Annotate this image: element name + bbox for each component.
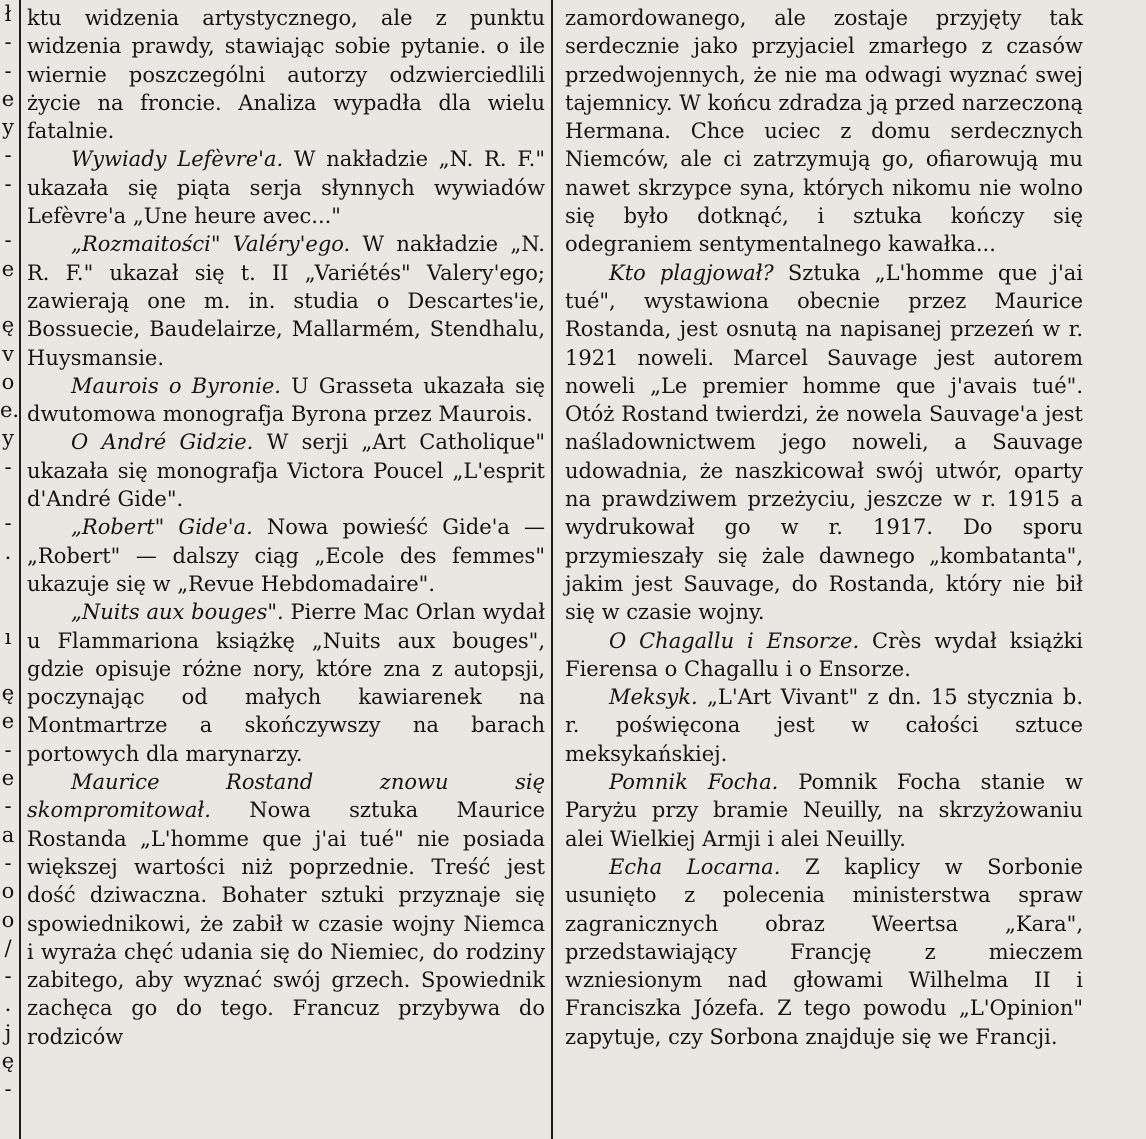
left-column <box>27 4 545 1051</box>
article-text: Z kaplicy w Sorbonie usunięto z polecenia ministerstwa spraw zagranicznych obraz Weertsa „Kara", przedstawiający Francję z mieczem wzniesionym nad głowami Wilhelma II i Franciszka Józefa. Z tego powodu „L'Opinion" zapytuje, czy Sorbona znajduje się we Francji. <box>565 854 1083 1049</box>
article-text: W serji „Art Catholique" ukazała się monografja Victora Poucel „L'esprit d'André Gide". <box>27 430 545 512</box>
margin-fragment: e <box>1 709 15 734</box>
article-text: U Grasseta ukazała się dwutomowa monografja Byrona przez Maurois. <box>27 373 545 427</box>
article-heading: Echa Locarna. <box>609 854 781 879</box>
margin-fragment <box>0 566 16 594</box>
article-paragraph <box>565 4 1083 259</box>
margin-fragment: e <box>1 766 15 791</box>
margin-fragment <box>0 481 16 509</box>
margin-fragment: o <box>1 879 15 904</box>
margin-fragment: - <box>4 964 12 989</box>
article-heading: Maurice Rostand znowu się skompromitował. <box>27 770 545 823</box>
article-paragraph <box>27 145 545 230</box>
margin-fragment: / <box>4 935 12 960</box>
margin-fragment: - <box>4 737 12 762</box>
article-paragraph <box>27 598 545 768</box>
margin-fragment: ę <box>1 1048 15 1073</box>
margin-fragment: ł <box>4 2 12 26</box>
margin-fragment: j <box>4 1020 12 1045</box>
article-paragraph <box>27 768 545 1051</box>
margin-fragment: - <box>4 228 12 253</box>
article-heading: Wywiady Lefèvre'a. <box>71 147 284 172</box>
margin-fragment: o <box>1 369 15 394</box>
margin-fragment: e <box>1 86 15 111</box>
left-margin-fragments <box>0 0 20 1139</box>
margin-fragment: a <box>1 822 15 847</box>
article-paragraph <box>565 853 1083 1051</box>
article-paragraph <box>27 428 545 513</box>
margin-fragment <box>0 283 16 311</box>
right-column <box>565 4 1083 1051</box>
margin-fragment: v <box>2 341 14 366</box>
article-heading: Kto plagjował? <box>609 260 774 285</box>
margin-fragment: - <box>4 794 12 819</box>
article-heading: „Rozmaitości" Valéry'ego. <box>71 232 351 257</box>
margin-fragment: o <box>1 907 15 932</box>
margin-fragment: - <box>4 850 12 875</box>
margin-fragment <box>0 651 16 679</box>
article-paragraph <box>27 513 545 598</box>
margin-fragment: ę <box>1 313 15 338</box>
margin-fragment: e <box>1 256 15 281</box>
margin-fragment: ı <box>4 624 12 649</box>
margin-fragment: ę <box>1 681 15 706</box>
article-heading: Meksyk. <box>609 685 698 710</box>
column-rule-left <box>19 0 21 1139</box>
margin-fragment: y <box>2 426 14 451</box>
article-heading: „Robert" Gide'a. <box>71 515 253 540</box>
margin-fragment: . <box>4 539 12 564</box>
margin-fragment: - <box>4 454 12 479</box>
column-rule-center <box>551 0 553 1139</box>
margin-fragment <box>0 198 16 226</box>
article-text: ktu widzenia artystycznego, ale z punktu widzenia prawdy, stawiając sobie pytanie. o ile wiernie poszczególni autorzy odzwierciedlili życie na froncie. Analiza wypadła dla wielu fatalnie. <box>27 6 545 144</box>
article-heading: O Chagallu i Ensorze. <box>609 628 860 653</box>
margin-fragment: . <box>4 992 12 1017</box>
article-text: Pierre Mac Orlan wydał u Flammariona książkę „Nuits aux bouges", gdzie opisuje różne nory, które zna z autopsji, poczynając od małych kawiarenek na Montmartrze a skończywszy na barach portowych dla marynarzy. <box>27 600 546 766</box>
article-text: W nakładzie „N. R. F." ukazał się t. II „Variétés" Valery'ego; zawierają one m. in. studia o Descartes'ie, Bossuecie, Baudelairze, Mallarmém, Stendhalu, Huysmansie. <box>27 232 545 370</box>
margin-fragment: - <box>4 511 12 536</box>
article-paragraph <box>27 230 545 371</box>
margin-fragment: e. <box>0 398 20 423</box>
article-text: W nakładzie „N. R. F." ukazała się piąta serja słynnych wywiadów Lefèvre'a „Une heure avec..." <box>27 147 545 229</box>
article-heading: O André Gidzie. <box>71 430 254 455</box>
article-text: Nowa powieść Gide'a — „Robert" — dalszy ciąg „Ecole des femmes" ukazuje się w „Revue Hebdomadaire". <box>27 515 546 596</box>
margin-fragment: - <box>4 1077 12 1102</box>
article-heading: „Nuits aux bouges". <box>71 600 284 625</box>
article-text: Crès wydał książki Fierensa o Chagallu i o Ensorze. <box>565 628 1083 681</box>
article-paragraph <box>565 627 1083 684</box>
margin-fragment: - <box>4 30 12 55</box>
margin-fragment <box>0 594 16 622</box>
article-text: Pomnik Focha stanie w Paryżu przy bramie Neuilly, na skrzyżowaniu alei Wielkiej Armji i alei Neuilly. <box>565 770 1083 851</box>
margin-fragment: - <box>4 58 12 83</box>
margin-fragment: y <box>2 115 14 140</box>
article-paragraph <box>565 683 1083 768</box>
article-paragraph <box>27 4 545 145</box>
article-text: „L'Art Vivant" z dn. 15 stycznia b. r. poświęcona jest w całości sztuce meksykańskiej. <box>565 685 1083 766</box>
margin-fragment: - <box>4 143 12 168</box>
margin-fragment: - <box>4 171 12 196</box>
article-paragraph <box>565 768 1083 853</box>
article-paragraph <box>27 372 545 429</box>
article-heading: Pomnik Focha. <box>609 770 779 795</box>
article-heading: Maurois o Byronie. <box>71 373 281 398</box>
article-text: Sztuka „L'homme que j'ai tué", wystawiona obecnie przez Maurice Rostanda, jest osnutą na napisanej przezeń w r. 1921 noweli. Marcel Sauvage jest autorem noweli „Le premier homme que j'avais tué". Otóż Rostand twierdzi, że nowela Sauvage'a jest naśladownictwem jego noweli, a Sauvage udowadnia, że naszkicował swój utwór, oparty na prawdziwem przeżyciu, jeszcze w r. 1915 a wydrukował go w r. 1917. Do sporu przymieszały się żale dawnego „kombatanta", jakim jest Sauvage, do Rostanda, który nie bił się w czasie wojny. <box>565 260 1083 625</box>
article-text: Nowa sztuka Maurice Rostanda „L'homme que j'ai tué" nie posiada większej wartości niż poprzednie. Treść jest dość dziwaczna. Bohater sztuki przyznaje się spowiednikowi, że zabił w czasie wojny Niemca i wyraża chęć udania się do Niemiec, do rodziny zabitego, aby wyznać swój grzech. Spowiednik zachęca go do tego. Francuz przybywa do rodziców <box>27 798 545 1049</box>
article-text: zamordowanego, ale zostaje przyjęty tak serdecznie jako przyjaciel zmarłego z czasów przedwojennych, że nie ma odwagi wyznać swej tajemnicy. W końcu zdradza ją przed narzeczoną Hermana. Chce uciec z domu serdecznych Niemców, ale ci zatrzymują go, ofiarowują mu nawet skrzypce syna, których nikomu nie wolno się było dotknąć, i sztuka kończy się odegraniem sentymentalnego kawałka... <box>565 6 1084 257</box>
article-paragraph <box>565 259 1083 627</box>
